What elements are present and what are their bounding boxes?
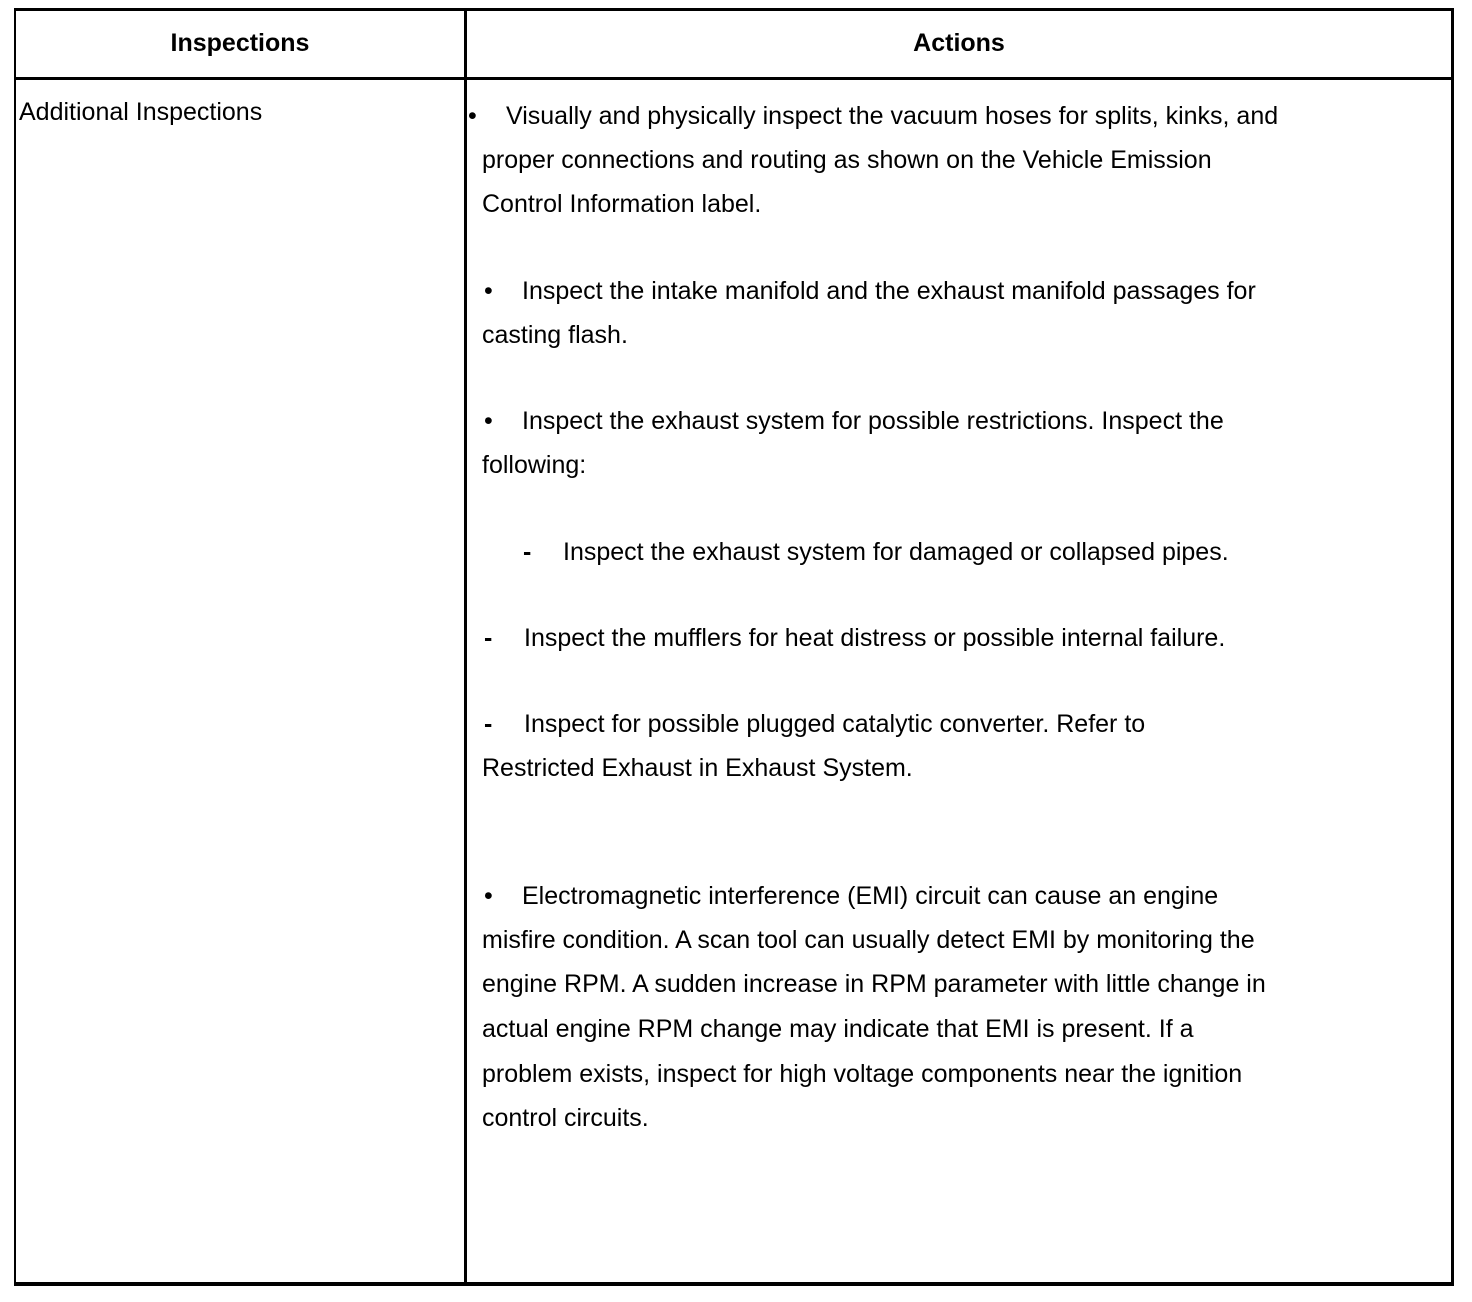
column-divider	[464, 8, 467, 1286]
action-item	[484, 874, 1218, 918]
action-text-line: Inspect for possible plugged catalytic converter. Refer to	[524, 710, 1146, 738]
action-text-line: Control Information label.	[482, 190, 762, 218]
header-inspections	[16, 9, 464, 78]
action-item	[468, 94, 1278, 138]
action-subitem	[484, 702, 1145, 746]
action-text-line: Inspect the exhaust system for damaged or collapsed pipes.	[563, 538, 1229, 566]
action-text-line: Electromagnetic interference (EMI) circuit can cause an engine	[522, 882, 1219, 910]
action-item	[484, 399, 1224, 443]
header-actions	[467, 9, 1451, 78]
action-text-line: actual engine RPM change may indicate that EMI is present. If a	[482, 1015, 1194, 1043]
header-actions-label: Actions	[913, 29, 1005, 57]
action-subitem	[484, 616, 1225, 660]
action-item	[484, 269, 1256, 313]
bullet-marker: •	[484, 277, 493, 305]
action-subitem	[523, 530, 1229, 574]
action-text-line: casting flash.	[482, 321, 628, 349]
bullet-marker: •	[468, 102, 477, 130]
table-bottom-border	[14, 1282, 1454, 1286]
inspection-cell: Additional Inspections	[19, 98, 263, 126]
bullet-marker: •	[484, 882, 493, 910]
dash-marker: -	[484, 710, 493, 738]
action-text-line: Inspect the exhaust system for possible restrictions. Inspect the	[522, 407, 1224, 435]
table-right-border	[1451, 8, 1454, 1286]
dash-marker: -	[484, 624, 493, 652]
action-text-line: following:	[482, 451, 587, 479]
action-text-line: Restricted Exhaust in Exhaust System.	[482, 754, 913, 782]
action-text-line: control circuits.	[482, 1104, 649, 1132]
action-text-line: Visually and physically inspect the vacuum hoses for splits, kinks, and	[506, 102, 1279, 130]
action-text-line: engine RPM. A sudden increase in RPM parameter with little change in	[482, 970, 1266, 998]
dash-marker: -	[523, 538, 532, 566]
action-text-line: Inspect the intake manifold and the exhaust manifold passages for	[522, 277, 1256, 305]
action-text-line: Inspect the mufflers for heat distress or possible internal failure.	[524, 624, 1226, 652]
action-text-line: misfire condition. A scan tool can usually detect EMI by monitoring the	[482, 926, 1255, 954]
bullet-marker: •	[484, 407, 493, 435]
action-text-line: problem exists, inspect for high voltage components near the ignition	[482, 1060, 1243, 1088]
action-text-line: proper connections and routing as shown on the Vehicle Emission	[482, 146, 1212, 174]
table-left-border	[14, 8, 16, 1286]
header-inspections-label: Inspections	[170, 29, 310, 57]
